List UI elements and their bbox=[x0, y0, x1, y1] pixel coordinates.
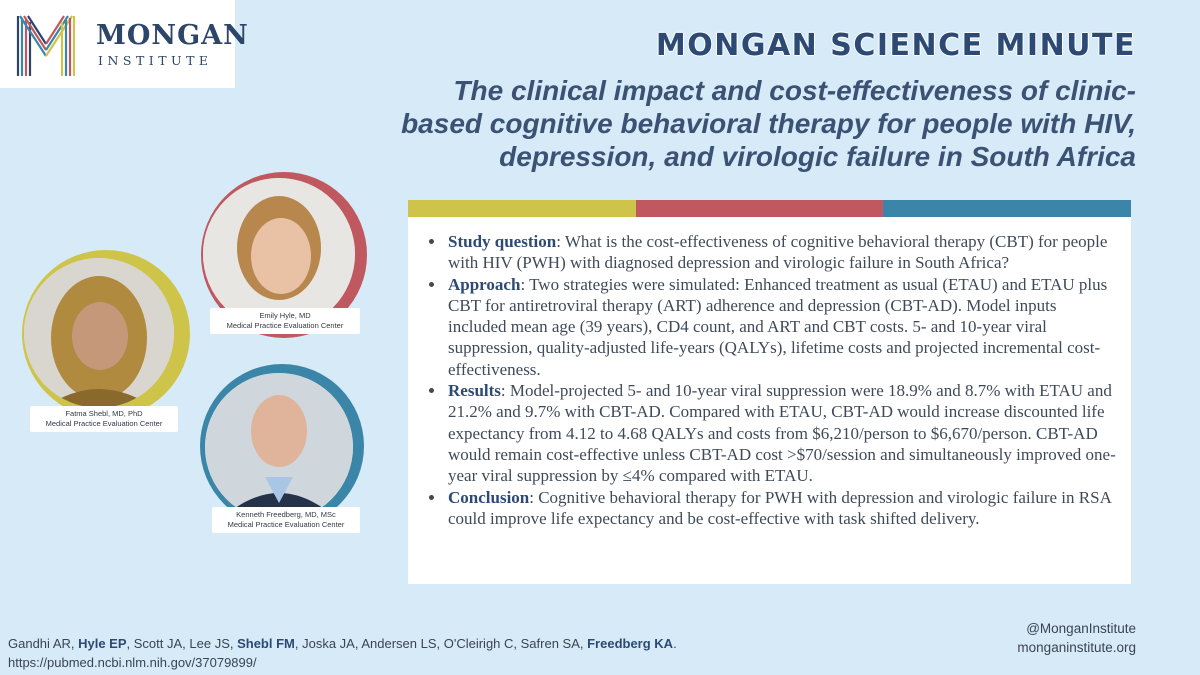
article-title: The clinical impact and cost-effectiveness of clinic-based cognitive behavioral therapy for people with HIV, depression, and virologic failure in South Africa bbox=[401, 75, 1136, 172]
headline: MONGAN SCIENCE MINUTE bbox=[655, 28, 1136, 63]
summary-text: : Model-projected 5- and 10-year viral suppression were 18.9% and 8.7% with ETAU and 21.2% and 9.7% with CBT-AD. Compared with ETAU, CBT-AD would increase discounted life expectancy from 4.12 to 4.68 QALYs and costs from $6,210/person to $6,670/person. CBT-AD would remain cost-effective unless CBT-AD cost >$70/session and simultaneously improved one-year viral suppression by ≤4% compared with ETAU. bbox=[448, 381, 1116, 486]
summary-item-conclusion bbox=[446, 487, 1117, 530]
summary-item-results bbox=[446, 380, 1117, 486]
citation-author-text: Gandhi AR, bbox=[8, 636, 79, 651]
logo-subname: INSTITUTE bbox=[98, 53, 213, 68]
person-affiliation: Medical Practice Evaluation Center bbox=[226, 321, 344, 330]
mongan-logo-icon bbox=[14, 12, 78, 78]
citation-author-highlight: Freedberg KA bbox=[587, 636, 674, 651]
summary-heading: Conclusion bbox=[448, 487, 530, 507]
person-name: Emily Hyle, MD bbox=[259, 311, 311, 320]
citation-authors bbox=[8, 634, 768, 653]
website-link[interactable]: monganinstitute.org bbox=[1017, 640, 1136, 655]
summary-text: : What is the cost-effectiveness of cognitive behavioral therapy (CBT) for people with HIV (PWH) with diagnosed depression and virologic failure in South Africa? bbox=[448, 232, 1108, 273]
summary-heading: Results bbox=[448, 381, 501, 401]
summary-item-approach bbox=[446, 274, 1117, 380]
summary-heading: Study question bbox=[448, 232, 557, 251]
citation-author-text: . bbox=[673, 636, 677, 651]
social-links bbox=[1017, 619, 1136, 657]
caption-kenneth-freedberg bbox=[212, 507, 360, 533]
summary-text: : Cognitive behavioral therapy for PWH with depression and virologic failure in RSA could improve life expectancy and be cost-effective with task shifted delivery. bbox=[448, 487, 1111, 528]
person-affiliation: Medical Practice Evaluation Center bbox=[227, 520, 345, 529]
social-handle[interactable]: @MonganInstitute bbox=[1026, 621, 1136, 636]
citation-author-highlight: Hyle EP bbox=[78, 636, 127, 651]
divider-yellow bbox=[408, 200, 636, 217]
summary-panel bbox=[408, 217, 1131, 584]
summary-heading: Approach bbox=[448, 274, 521, 294]
portrait-kenneth-freedberg bbox=[205, 373, 353, 521]
caption-fatma-shebl bbox=[30, 406, 178, 432]
person-name: Kenneth Freedberg, MD, MSc bbox=[236, 510, 336, 519]
citation-author-text: , Scott JA, Lee JS, bbox=[126, 636, 238, 651]
person-name: Fatma Shebl, MD, PhD bbox=[65, 409, 143, 418]
caption-emily-hyle bbox=[210, 308, 360, 334]
divider-red bbox=[636, 200, 883, 217]
person-affiliation: Medical Practice Evaluation Center bbox=[45, 419, 163, 428]
citation-url[interactable]: https://pubmed.ncbi.nlm.nih.gov/37079899/ bbox=[8, 655, 257, 670]
summary-text: : Two strategies were simulated: Enhanced treatment as usual (ETAU) and ETAU plus CBT for antiretroviral therapy (ART) adherence and depression (CBT-AD). Model inputs included mean age (39 years), CD4 count, and ART and CBT costs. 5- and 10-year viral suppression, quality-adjusted life-years (QALYs), lifetime costs and projected incremental cost-effectiveness. bbox=[448, 274, 1108, 379]
portrait-fatma-shebl bbox=[24, 258, 174, 408]
summary-item-study-question bbox=[446, 231, 1117, 274]
person-photo-icon bbox=[205, 373, 353, 521]
color-divider bbox=[408, 200, 1131, 217]
divider-blue bbox=[883, 200, 1131, 217]
summary-list bbox=[426, 231, 1117, 529]
logo-name: MONGAN bbox=[96, 20, 249, 51]
citation-author-text: , Joska JA, Andersen LS, O'Cleirigh C, Safren SA, bbox=[294, 636, 588, 651]
citation bbox=[8, 634, 768, 672]
citation-author-highlight: Shebl FM bbox=[237, 636, 295, 651]
person-photo-icon bbox=[24, 258, 174, 408]
logo-box bbox=[0, 0, 249, 88]
